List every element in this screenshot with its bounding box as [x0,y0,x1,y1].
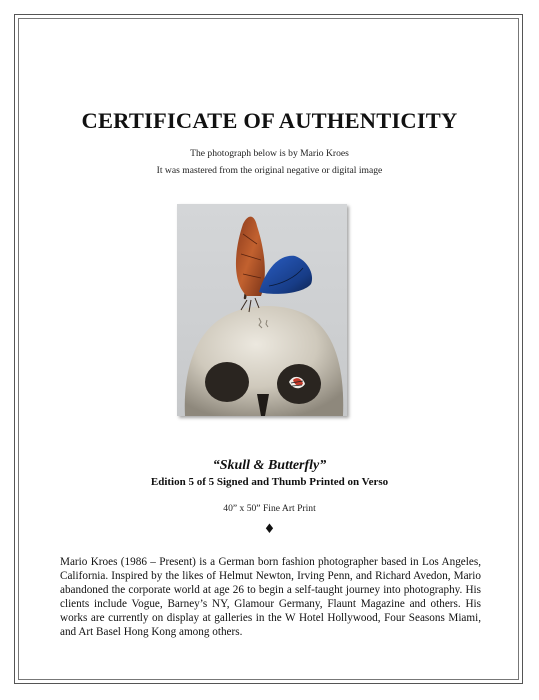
edition-info: Edition 5 of 5 Signed and Thumb Printed on Verso [150,476,389,488]
certificate-title: CERTIFICATE OF AUTHENTICITY [81,108,458,133]
diamond-divider-icon: ♦ [263,522,276,537]
skull-butterfly-image [177,204,347,416]
artwork-title: “Skull & Butterfly” [212,458,327,473]
mastering-line: It was mastered from the original negative or digital image [156,165,383,176]
artist-bio: Mario Kroes (1986 – Present) is a German born fashion photographer based in Los Angeles, California. Inspired by the likes of Helmut Newton, Irving Penn, and Richard Avedon, Mario abandoned the corporate world at age 26 to begin a self-taught journey into photography. His clients include Vogue, Barney’s NY, Glamour Germany, Flaunt Magazine and others. His works are currently on display at galleries in the W Hotel Hollywood, Four Seasons Miami, and Art Basel Hong Kong among others. [60,556,481,638]
artwork-photo [177,204,347,416]
photographer-line: The photograph below is by Mario Kroes [190,148,349,159]
print-size: 40” x 50” Fine Art Print [223,503,316,514]
